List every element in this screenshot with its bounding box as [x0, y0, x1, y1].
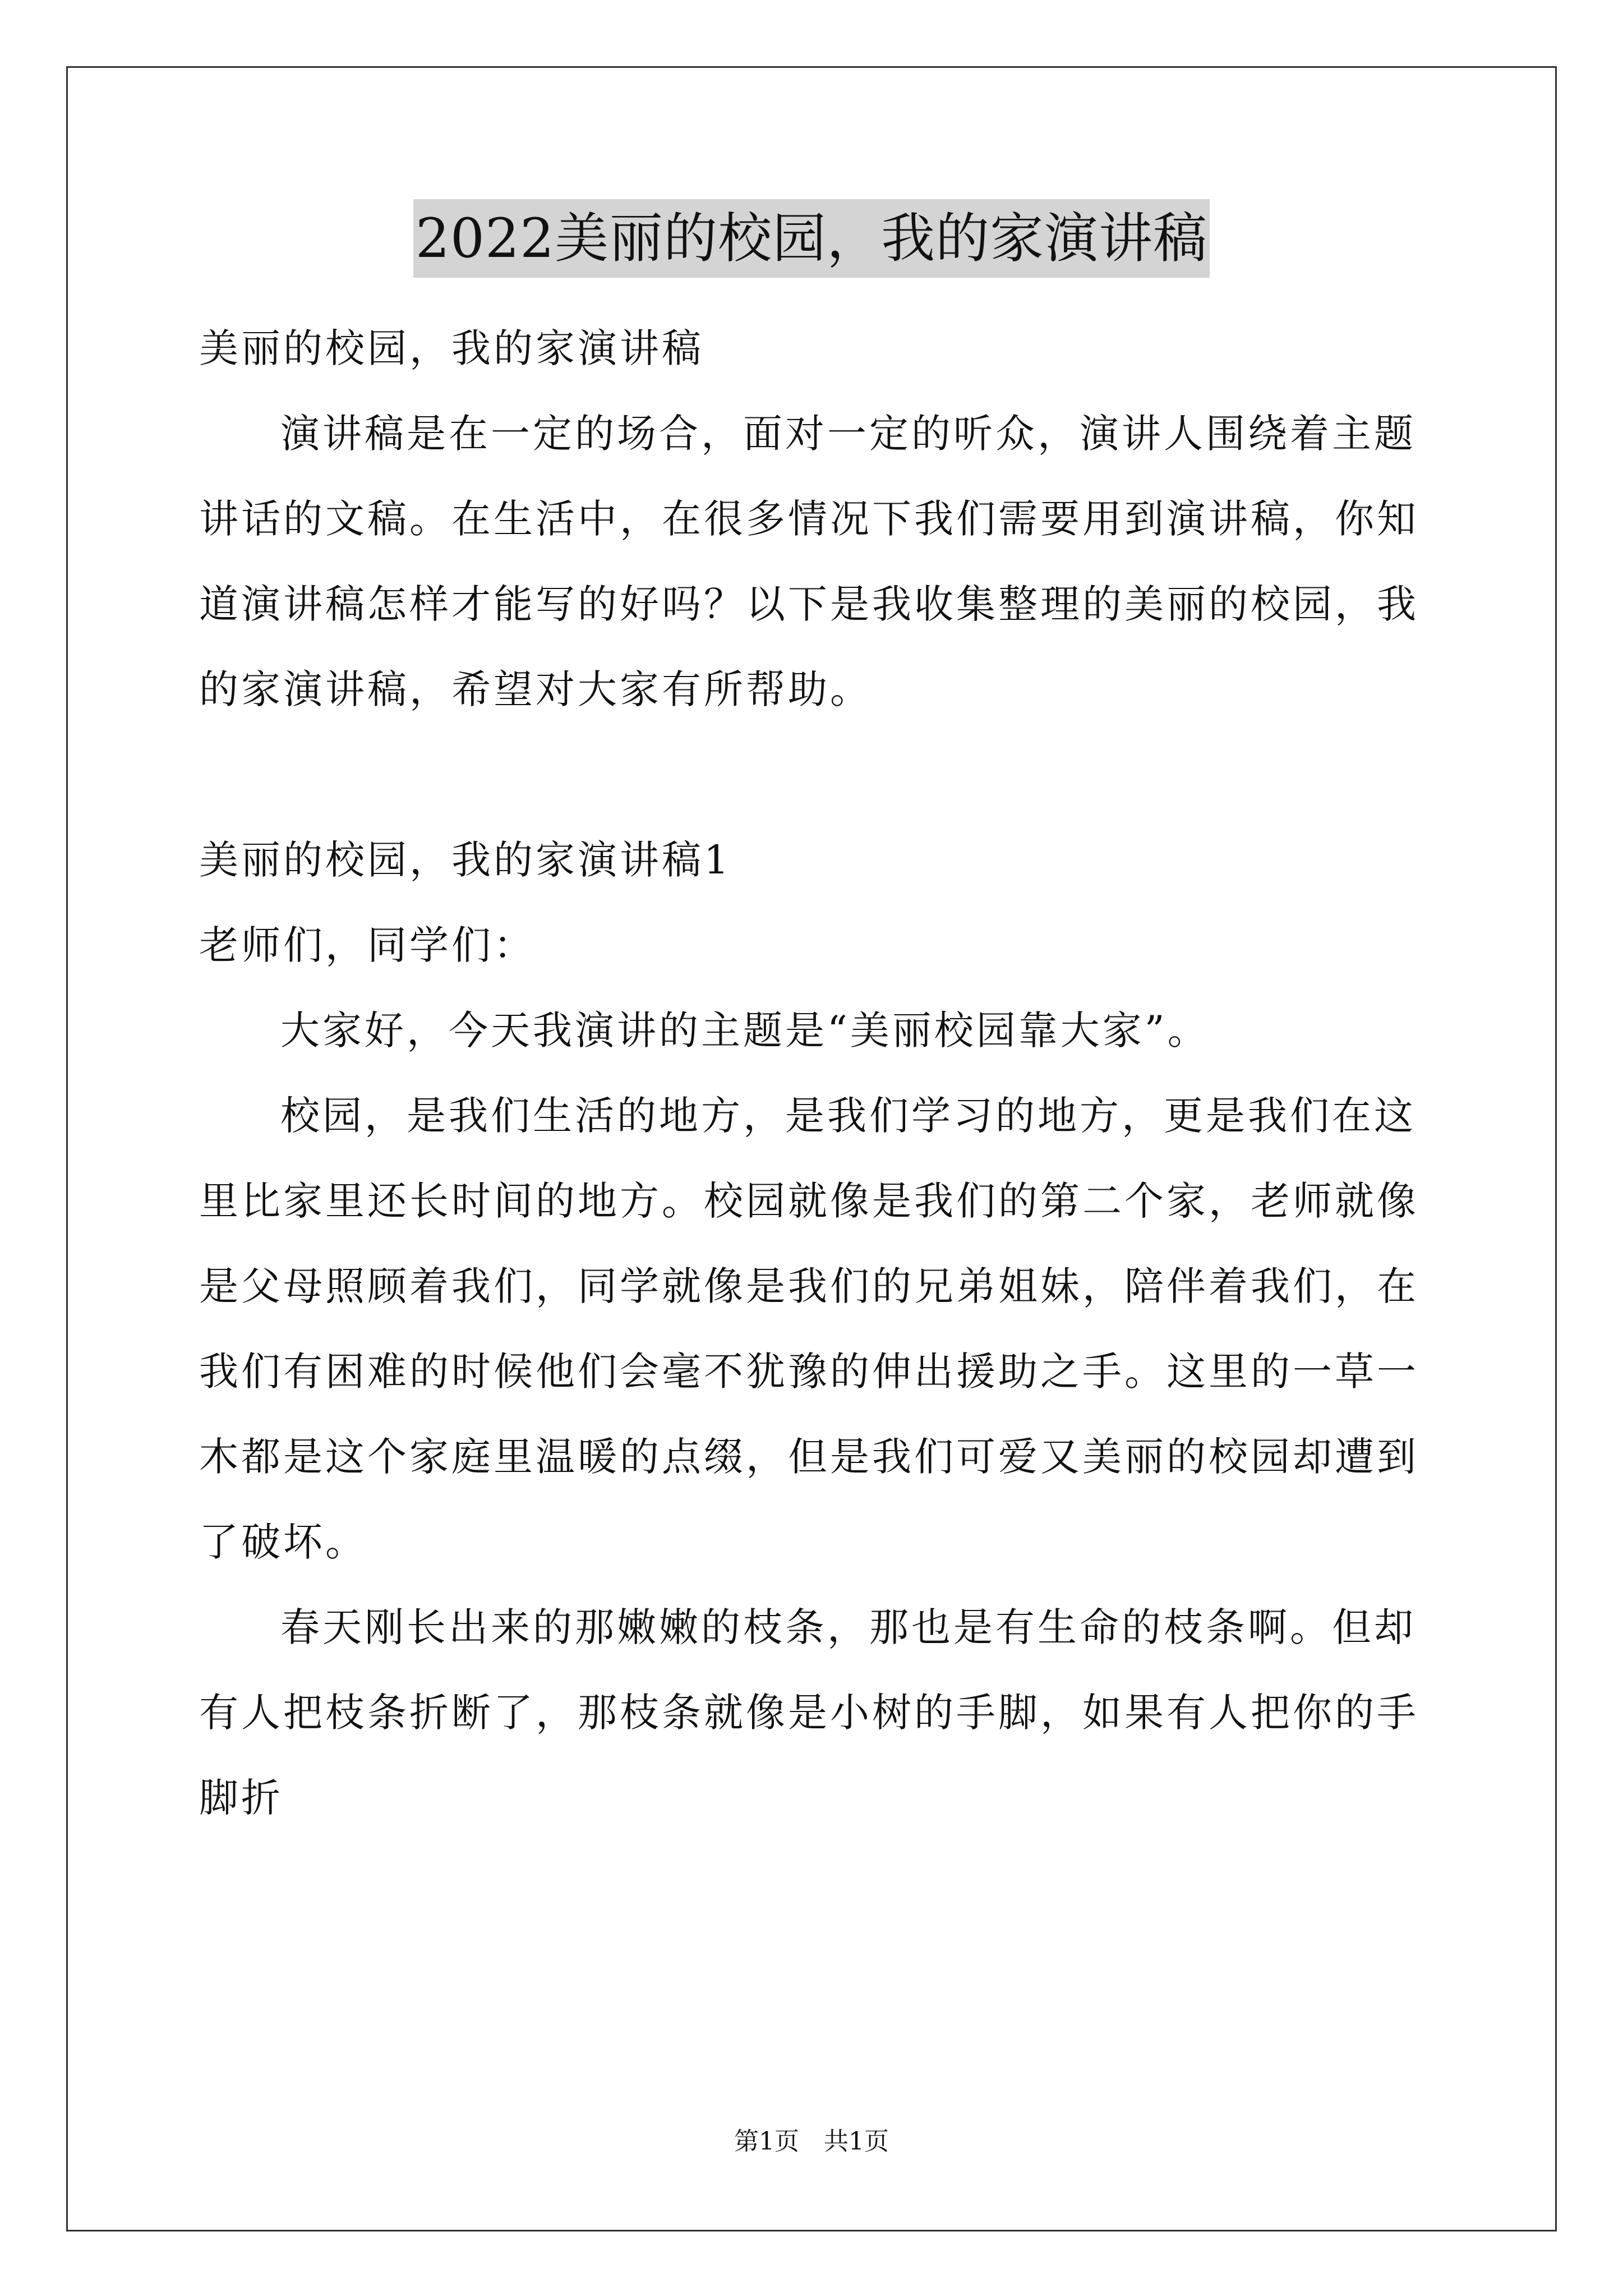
- greeting-paragraph: 大家好，今天我演讲的主题是“美丽校园靠大家”。: [280, 1007, 1210, 1053]
- intro-paragraph: 演讲稿是在一定的场合，面对一定的听众，演讲人围绕着主题讲话的文稿。在生活中，在很多情况下我们需要用到演讲稿，你知道演讲稿怎样才能写的好吗？以下是我收集整理的美丽的校园，我的家演讲稿，希望对大家有所帮助。: [199, 411, 1419, 712]
- subtitle-paragraph: 美丽的校园，我的家演讲稿: [199, 325, 704, 371]
- section-heading: 美丽的校园，我的家演讲稿1: [199, 837, 732, 883]
- page-footer: 第1页 共1页: [734, 2127, 889, 2156]
- paragraph-gap: [199, 732, 1433, 817]
- salutation: 老师们，同学们：: [199, 922, 536, 968]
- campus-paragraph: 校园，是我们生活的地方，是我们学习的地方，更是我们在这里比家里还长时间的地方。校园就像是我们的第二个家，老师就像是父母照顾着我们，同学就像是我们的兄弟姐妹，陪伴着我们，在我们有困难的时候他们会毫不犹豫的伸出援助之手。这里的一草一木都是这个家庭里温暖的点缀，但是我们可爱又美丽的校园却遭到了破坏。: [199, 1093, 1419, 1565]
- title-container: [0, 199, 1623, 278]
- document-body: [199, 306, 1433, 1841]
- document-title: 2022美丽的校园，我的家演讲稿: [413, 199, 1210, 278]
- spring-paragraph: 春天刚长出来的那嫩嫩的枝条，那也是有生命的枝条啊。但却有人把枝条折断了，那枝条就像是小树的手脚，如果有人把你的手脚折: [199, 1604, 1419, 1821]
